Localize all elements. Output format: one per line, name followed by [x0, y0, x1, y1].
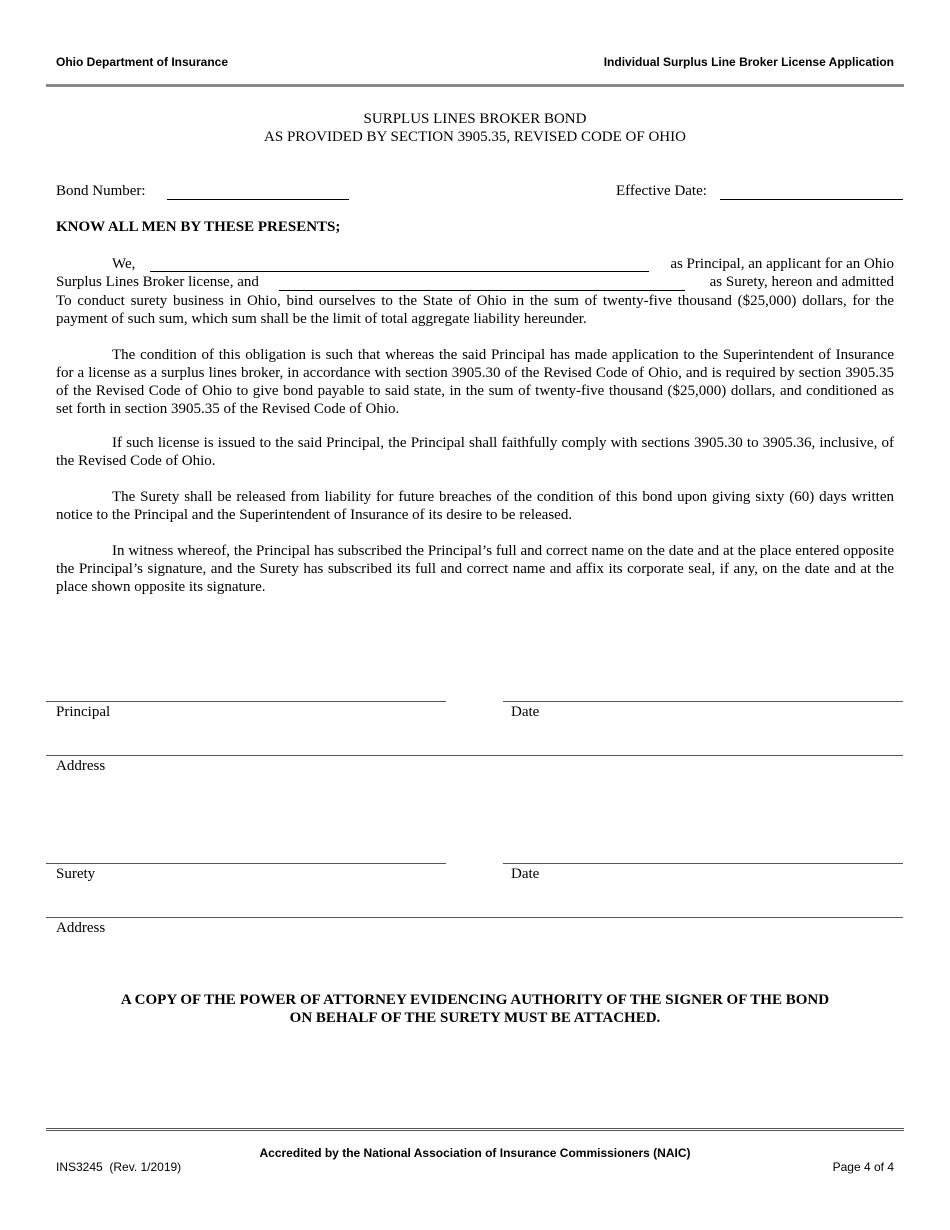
power-of-attorney-notice-line1: A COPY OF THE POWER OF ATTORNEY EVIDENCING AUTHORITY OF THE SIGNER OF THE BOND [120, 992, 830, 1008]
license-and-text: Surplus Lines Broker license, and [56, 274, 259, 290]
as-surety-text: as Surety, hereon and admitted [709, 274, 894, 290]
principal-name-field[interactable] [150, 271, 649, 272]
footer-divider [46, 1128, 904, 1131]
effective-date-label: Effective Date: [616, 183, 707, 199]
bind-sentence-line2: payment of such sum, which sum shall be the limit of total aggregate liability hereunder. [56, 311, 587, 327]
witness-paragraph: In witness whereof, the Principal has subscribed the Principal’s full and correct name on the date and at the place entered opposite the Principal’s signature, and the Surety has subscribed its full and correct name and affix its corporate seal, if any, on the date and at the place shown opposite its signature. [56, 543, 894, 595]
surety-address-field[interactable] [46, 917, 903, 918]
surety-name-field[interactable] [279, 290, 685, 291]
principal-date-label: Date [511, 704, 540, 720]
know-all-men-heading: KNOW ALL MEN BY THESE PRESENTS; [56, 219, 341, 235]
principal-address-label: Address [56, 758, 106, 774]
effective-date-field[interactable] [720, 199, 903, 200]
surety-address-label: Address [56, 920, 106, 936]
we-label: We, [112, 256, 136, 272]
principal-date-field[interactable] [503, 701, 903, 702]
bond-title: SURPLUS LINES BROKER BOND [363, 111, 587, 127]
bond-number-field[interactable] [167, 199, 349, 200]
bond-number-label: Bond Number: [56, 183, 146, 199]
page-number: Page 4 of 4 [832, 1160, 894, 1174]
principal-label: Principal [56, 704, 111, 720]
agency-name: Ohio Department of Insurance [56, 55, 229, 69]
header-divider [46, 84, 904, 87]
surety-release-paragraph: The Surety shall be released from liability for future breaches of the condition of this bond upon giving sixty (60) days written notice to the Principal and the Superintendent of Insurance of its desire to be released. [56, 489, 894, 523]
surety-label: Surety [56, 866, 96, 882]
surety-date-label: Date [511, 866, 540, 882]
license-compliance-paragraph: If such license is issued to the said Principal, the Principal shall faithfully comply with sections 3905.30 to 3905.36, inclusive, of the Revised Code of Ohio. [56, 435, 894, 469]
bond-subtitle: AS PROVIDED BY SECTION 3905.35, REVISED CODE OF OHIO [264, 129, 686, 145]
form-title-header: Individual Surplus Line Broker License Application [603, 55, 894, 69]
principal-address-field[interactable] [46, 755, 903, 756]
condition-paragraph: The condition of this obligation is such that whereas the said Principal has made application to the Superintendent of Insurance for a license as a surplus lines broker, in accordance with section 3905.30 of the Revised Code of Ohio, and is required by section 3905.35 of the Revised Code of Ohio to give bond payable to said state, in the sum of twenty-five thousand ($25,000) dollars, and conditioned as set forth in section 3905.35 of the Revised Code of Ohio. [56, 347, 894, 417]
surety-signature-field[interactable] [46, 863, 446, 864]
principal-signature-field[interactable] [46, 701, 446, 702]
surety-date-field[interactable] [503, 863, 903, 864]
power-of-attorney-notice-line2: ON BEHALF OF THE SURETY MUST BE ATTACHED. [289, 1010, 661, 1026]
naic-accreditation: Accredited by the National Association of Insurance Commissioners (NAIC) [259, 1146, 691, 1160]
form-id: INS3245 (Rev. 1/2019) [56, 1160, 182, 1174]
as-principal-text: as Principal, an applicant for an Ohio [670, 256, 894, 272]
bind-sentence-line1: To conduct surety business in Ohio, bind ourselves to the State of Ohio in the sum of twenty-five thousand ($25,000) dollars, for the [56, 293, 894, 309]
